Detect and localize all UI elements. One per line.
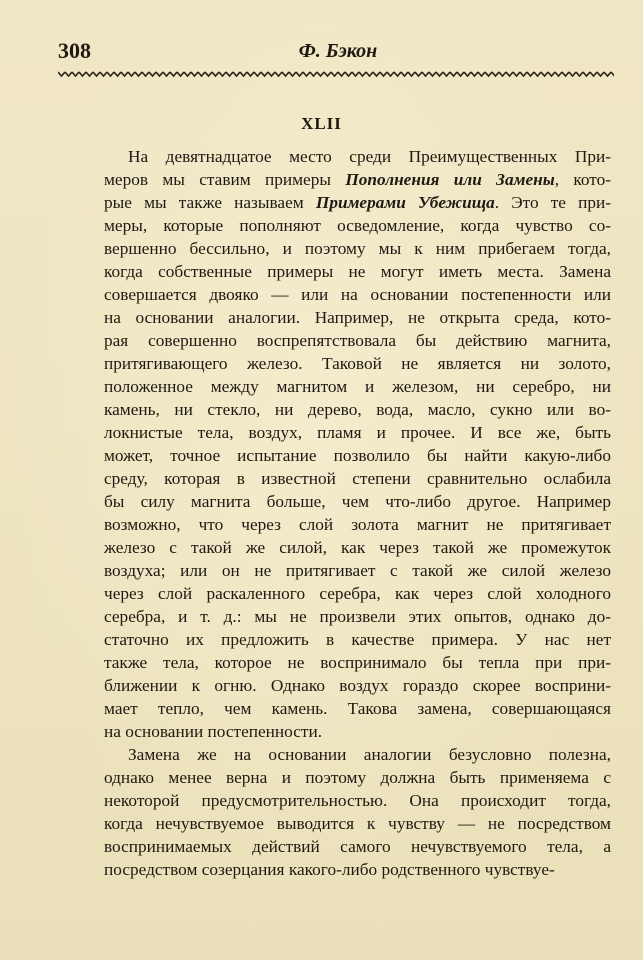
- text-run: ближении к огню. Однако воздух гораздо скорее восприни-: [104, 676, 611, 695]
- text-line: [78, 651, 611, 674]
- text-run: посредством созерцания какого-либо родственного чувствуе-: [104, 860, 555, 879]
- text-line: [78, 582, 611, 605]
- text-run: железо с такой же силой, как через такой же промежуток: [104, 538, 611, 557]
- text-line: [78, 835, 611, 858]
- text-run: воздуха; или он не притягивает с такой же силой железо: [104, 561, 611, 580]
- text-line: [78, 237, 611, 260]
- running-head: Ф. Бэкон: [298, 40, 378, 62]
- text-run: мает тепло, чем камень. Такова замена, совершающаяся: [104, 699, 611, 718]
- text-line: [78, 421, 611, 444]
- text-run: вершенно бессильно, и поэтому мы к ним прибегаем тогда,: [104, 239, 611, 258]
- text-line: [78, 789, 611, 812]
- text-line: [78, 766, 611, 789]
- text-run: меры, которые пополняют осведомление, когда чувство со-: [104, 216, 611, 235]
- text-run: среду, которая в известной степени сравнительно ослабила: [104, 469, 611, 488]
- text-line: [78, 559, 611, 582]
- text-line: [78, 329, 611, 352]
- text-line: [78, 490, 611, 513]
- text-run: на основании постепенности.: [104, 722, 323, 741]
- page-number: 308: [58, 38, 91, 63]
- text-line: [78, 375, 611, 398]
- text-run: рая совершенно воспрепятствовала бы действию магнита,: [104, 331, 611, 350]
- text-run: бы силу магнита больше, чем что-либо другое. Например: [104, 492, 611, 511]
- section-number: XLII: [301, 114, 342, 133]
- text-line: [78, 191, 611, 214]
- text-line: [78, 306, 611, 329]
- text-line: [78, 283, 611, 306]
- text-run: . Это те при-: [494, 193, 611, 212]
- text-run: когда нечувствуемое выводится к чувству — не посредством: [104, 814, 611, 833]
- text-line: [78, 743, 611, 766]
- text-line: [78, 467, 611, 490]
- text-line: [78, 697, 611, 720]
- italic-term: Примерами Убежища: [315, 193, 495, 212]
- text-run: возможно, что через слой золота магнит не притягивает: [104, 515, 611, 534]
- text-run: через слой раскаленного серебра, как через слой холодного: [104, 584, 611, 603]
- text-run: серебра, и т. д.: мы не произвели этих опытов, однако до-: [104, 607, 611, 626]
- text-run: воспринимаемых действий самого нечувствуемого тела, а: [104, 837, 611, 856]
- paragraph: [78, 145, 611, 743]
- text-line: [78, 260, 611, 283]
- text-line: [78, 812, 611, 835]
- text-run: статочно их предложить в качестве примера. У нас нет: [104, 630, 611, 649]
- text-line: [78, 674, 611, 697]
- italic-term: Пополнения или Замены: [345, 170, 555, 189]
- text-run: положенное между магнитом и железом, ни серебро, ни: [104, 377, 611, 396]
- text-run: На девятнадцатое место среди Преимущественных При-: [128, 147, 611, 166]
- text-run: также тела, которое не воспринимало бы тепла при при-: [104, 653, 611, 672]
- text-run: , кото-: [554, 170, 611, 189]
- text-run: когда собственные примеры не могут иметь места. Замена: [104, 262, 611, 281]
- text-run: камень, ни стекло, ни дерево, вода, масло, сукно или во-: [104, 400, 611, 419]
- text-run: однако менее верна и поэтому должна быть применяема с: [104, 768, 611, 787]
- text-run: рые мы также называем: [104, 193, 316, 212]
- text-run: на основании аналогии. Например, не открыта среда, кото-: [104, 308, 611, 327]
- paragraph: [78, 743, 611, 881]
- text-line: [78, 444, 611, 467]
- text-line: [78, 214, 611, 237]
- text-run: может, точное испытание позволило бы найти какую-либо: [104, 446, 611, 465]
- text-line: [78, 145, 611, 168]
- body-text: [78, 145, 611, 881]
- text-line: [78, 628, 611, 651]
- text-line: [78, 605, 611, 628]
- page-header: [58, 38, 618, 68]
- text-run: Замена же на основании аналогии безусловно полезна,: [128, 745, 611, 764]
- text-run: совершается двояко — или на основании постепенности или: [104, 285, 611, 304]
- decorative-header-rule: [58, 70, 614, 78]
- text-line: [78, 168, 611, 191]
- text-line: [78, 513, 611, 536]
- text-run: притягивающего железо. Таковой не является ни золото,: [104, 354, 611, 373]
- text-run: локнистые тела, воздух, пламя и прочее. И все же, быть: [104, 423, 611, 442]
- text-line: [78, 352, 611, 375]
- text-line: [78, 398, 611, 421]
- text-run: некоторой предусмотрительностью. Она происходит тогда,: [104, 791, 611, 810]
- text-line: [78, 720, 611, 743]
- text-run: меров мы ставим примеры: [104, 170, 346, 189]
- text-line: [78, 858, 611, 881]
- text-line: [78, 536, 611, 559]
